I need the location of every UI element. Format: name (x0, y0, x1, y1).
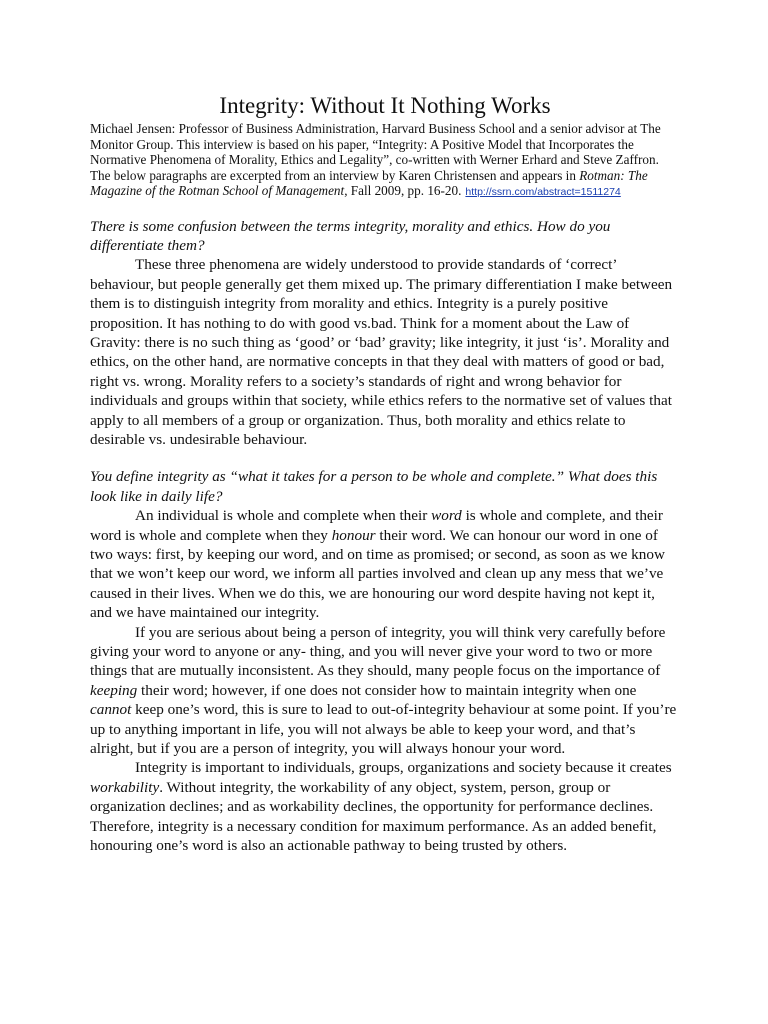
text-run: is whole and complete, and their word is whole and complete when they (90, 507, 663, 544)
source-suffix: , Fall 2009, pp. 16-20. (344, 183, 462, 198)
emphasis-keeping: keeping (90, 681, 138, 699)
question-2: You define integrity as “what it takes for a person to be whole and complete.” What does this look like in daily life? (90, 468, 658, 505)
answer-4-paragraph (90, 758, 680, 855)
answer-1-paragraph: These three phenomena are widely understood to provide standards of ‘correct’ behaviour, but people generally get them mixed up. The primary differentiation I make between them is to distinguish integrity from morality and ethics. Integrity is a purely positive proposition. It has nothing to do with good vs.bad. Think for a moment about the Law of Gravity: there is no such thing as ‘good’ or ‘bad’ gravity; like integrity, it just ‘is’. Morality and ethics, on the other hand, are normative concepts in that they deal with matters of good or bad, right vs. wrong. Morality refers to a society’s standards of right and wrong behavior for individuals and groups within that society, while ethics refers to the normative set of values that apply to all members of a group or organization. Thus, both morality and ethics relate to desirable vs. undesirable behaviour. (90, 256, 673, 448)
emphasis-workability: workability (90, 778, 160, 796)
answer-3-paragraph (90, 623, 680, 759)
text-run: Integrity is important to individuals, groups, organizations and society because it creates (135, 759, 672, 777)
document-title: Integrity: Without It Nothing Works (219, 93, 551, 118)
text-run: keep one’s word, this is sure to lead to out-of-integrity behaviour at some point. If you’re up to anything important in life, you will not always be able to keep your word, and that’s alright, but if you are a person of integrity, you will always honour your word. (90, 701, 677, 758)
text-run: their word; however, if one does not consider how to maintain integrity when one (137, 681, 637, 699)
ssrn-link[interactable]: http://ssrn.com/abstract=1511274 (465, 186, 621, 198)
emphasis-honour: honour (331, 526, 376, 544)
text-run: If you are serious about being a person of integrity, you will think very carefully before giving your word to anyone or any- thing, and you will never give your word to two or more things that are mutually inconsistent. As they should, many people focus on the importance of (90, 623, 666, 680)
source-line (90, 168, 680, 201)
answer-2-paragraph (90, 506, 680, 622)
text-run: An individual is whole and complete when their (135, 507, 432, 525)
emphasis-word: word (431, 507, 462, 525)
publication-name: Rotman: The Magazine of the Rotman School of Management (90, 167, 648, 198)
source-prefix: The below paragraphs are excerpted from an interview by Karen Christensen and appears in (90, 167, 580, 183)
document-page (90, 92, 680, 856)
text-run: their word. We can honour our word in one of two ways: first, by keeping our word, and on time as promised; or second, as soon as we know that we won’t keep our word, we inform all parties involved and clean up any mess that we’ve caused in their lives. When we do this, we are honouring our word despite having not kept it, and we have maintained our integrity. (90, 526, 665, 622)
author-line: Michael Jensen: Professor of Business Administration, Harvard Business School and a senior advisor at The Monitor Group. This interview is based on his paper, “Integrity: A Positive Model that Incorporates the Normative Phenomena of Morality, Ethics and Legality”, co-written with Werner Erhard and Steve Zaffron. (90, 121, 661, 167)
question-1: There is some confusion between the terms integrity, morality and ethics. How do you differentiate them? (90, 217, 611, 254)
text-run: . Without integrity, the workability of any object, system, person, group or organization declines; and as workability declines, the opportunity for performance declines. Therefore, integrity is a necessary condition for maximum performance. As an added benefit, honouring one’s word is also an actionable pathway to being trusted by others. (90, 778, 657, 855)
emphasis-cannot: cannot (90, 701, 132, 719)
